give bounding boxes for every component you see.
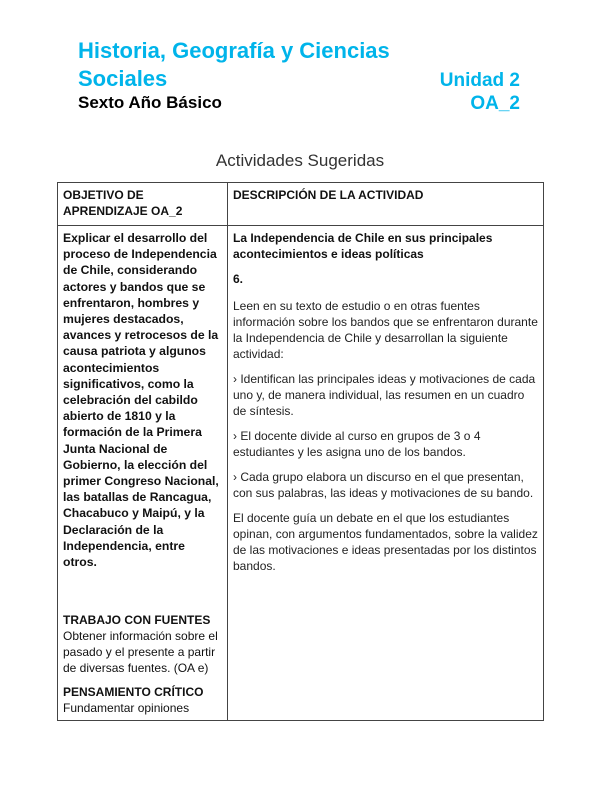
skill-title-critical: PENSAMIENTO CRÍTICO: [63, 685, 204, 700]
skill-title-sources: TRABAJO CON FUENTES: [63, 613, 211, 628]
table-row: [58, 226, 544, 721]
table-header-row: [58, 183, 544, 226]
header-objective: [58, 183, 228, 226]
unit-label: Unidad 2: [439, 70, 520, 91]
activity-title: La Independencia de Chile en sus principales acontecimientos e ideas políticas: [233, 231, 493, 261]
title-line-1: Historia, Geografía y Ciencias: [78, 38, 390, 63]
header-objective-line2: APRENDIZAJE OA_2: [63, 204, 183, 218]
activity-paragraph: El docente guía un debate en el que los estudiantes opinan, con argumentos fundamentados, sobre la validez de las motivaciones e ideas presentadas por los distintos bandos.: [233, 511, 538, 573]
activity-number: 6.: [233, 272, 244, 286]
activity-paragraph: › El docente divide al curso en grupos de 3 o 4 estudiantes y les asigna uno de los bandos.: [233, 429, 481, 459]
activity-paragraph: › Cada grupo elabora un discurso en el que presentan, con sus palabras, las ideas y motivaciones de su bando.: [233, 470, 534, 500]
header-description: DESCRIPCIÓN DE LA ACTIVIDAD: [228, 183, 544, 226]
skill-text-sources: Obtener información sobre el pasado y el presente a partir de diversas fuentes. (OA e): [63, 629, 218, 676]
section-title: Actividades Sugeridas: [215, 151, 385, 170]
grade-subtitle: Sexto Año Básico: [78, 93, 222, 112]
activity-paragraph: › Identifican las principales ideas y motivaciones de cada uno y, de manera individual, las resumen en un cuadro de síntesis.: [233, 372, 536, 418]
objective-text: Explicar el desarrollo del proceso de Independencia de Chile, considerando actores y bandos que se enfrentaron, hombres y mujeres destacados, avances y retrocesos de la causa patriota y algunos acontecimientos significativos, como la celebración del cabildo abierto de 1810 y la formación de la Primera Junta Nacional de Gobierno, la elección del primer Congreso Nacional, las batallas de Rancagua, Chacabuco y Maipú, y la Declaración de la Independencia, entre otros.: [63, 231, 219, 570]
title-line-2: Sociales: [78, 66, 168, 91]
activity-cell: [228, 226, 544, 721]
header-objective-line1: OBJETIVO DE: [63, 188, 144, 202]
oa-label: OA_2: [470, 93, 520, 114]
objective-cell: [58, 226, 228, 721]
activities-table: [57, 182, 544, 721]
skill-text-critical: Fundamentar opiniones: [63, 701, 190, 716]
activity-paragraph: Leen en su texto de estudio o en otras fuentes información sobre los bandos que se enfrentaron durante la Independencia de Chile y desarrollan la siguiente actividad:: [233, 299, 538, 361]
